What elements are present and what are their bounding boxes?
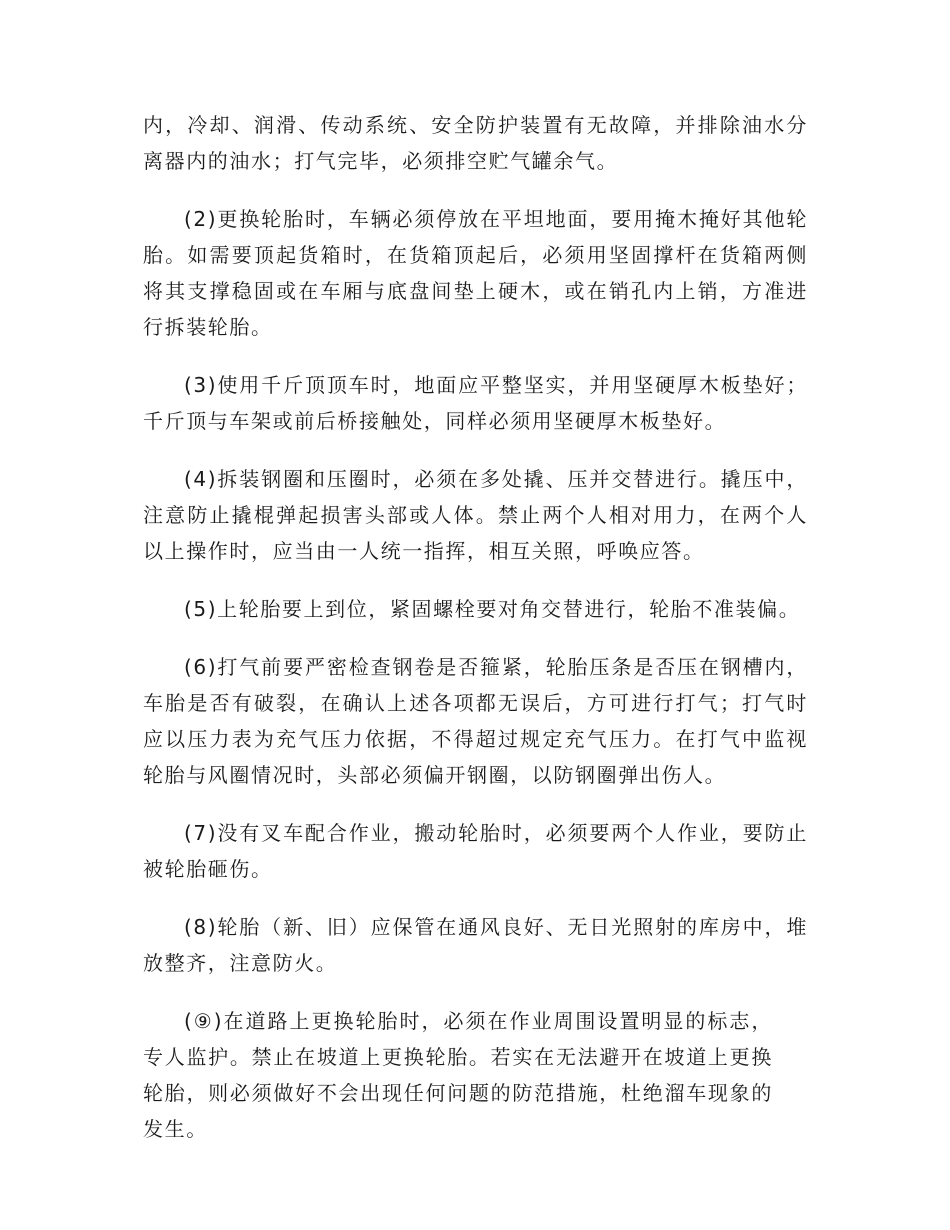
paragraph-item-7: (7)没有叉车配合作业，搬动轮胎时，必须要两个人作业，要防止被轮胎砸伤。	[143, 821, 808, 881]
paragraph-continuation: 内，冷却、润滑、传动系统、安全防护装置有无故障，并排除油水分离器内的油水；打气完毕，必须排空贮气罐余气。	[143, 113, 808, 173]
paragraph-item-5: (5)上轮胎要上到位，紧固螺栓要对角交替进行，轮胎不准装偏。	[184, 597, 801, 621]
paragraph-item-9: (⑨)在道路上更换轮胎时，必须在作业周围设置明显的标志，专人监护。禁止在坡道上更换轮胎。若实在无法避开在坡道上更换轮胎，则必须做好不会出现任何问题的防范措施，杜绝溜车现象的发生。	[143, 1009, 773, 1141]
document-body	[143, 107, 808, 1169]
paragraph-item-2: (2)更换轮胎时，车辆必须停放在平坦地面，要用掩木掩好其他轮胎。如需要顶起货箱时，在货箱顶起后，必须用坚固撑杆在货箱两侧将其支撑稳固或在车厢与底盘间垫上硬木，或在销孔内上销，方准进行拆装轮胎。	[143, 207, 808, 339]
paragraph-item-8: (8)轮胎（新、旧）应保管在通风良好、无日光照射的库房中，堆放整齐，注意防火。	[143, 915, 808, 975]
paragraph-item-4: (4)拆装钢圈和压圈时，必须在多处撬、压并交替进行。撬压中，注意防止撬棍弹起损害头部或人体。禁止两个人相对用力，在两个人以上操作时，应当由一人统一指挥，相互关照，呼唤应答。	[143, 467, 808, 563]
paragraph-item-3: (3)使用千斤顶顶车时，地面应平整坚实，并用坚硬厚木板垫好；千斤顶与车架或前后桥接触处，同样必须用坚硬厚木板垫好。	[143, 373, 808, 433]
paragraph-item-6: (6)打气前要严密检查钢卷是否箍紧，轮胎压条是否压在钢槽内，车胎是否有破裂，在确认上述各项都无误后，方可进行打气；打气时应以压力表为充气压力依据，不得超过规定充气压力。在打气中监视轮胎与风圈情况时，头部必须偏开钢圈，以防钢圈弹出伤人。	[143, 655, 808, 787]
